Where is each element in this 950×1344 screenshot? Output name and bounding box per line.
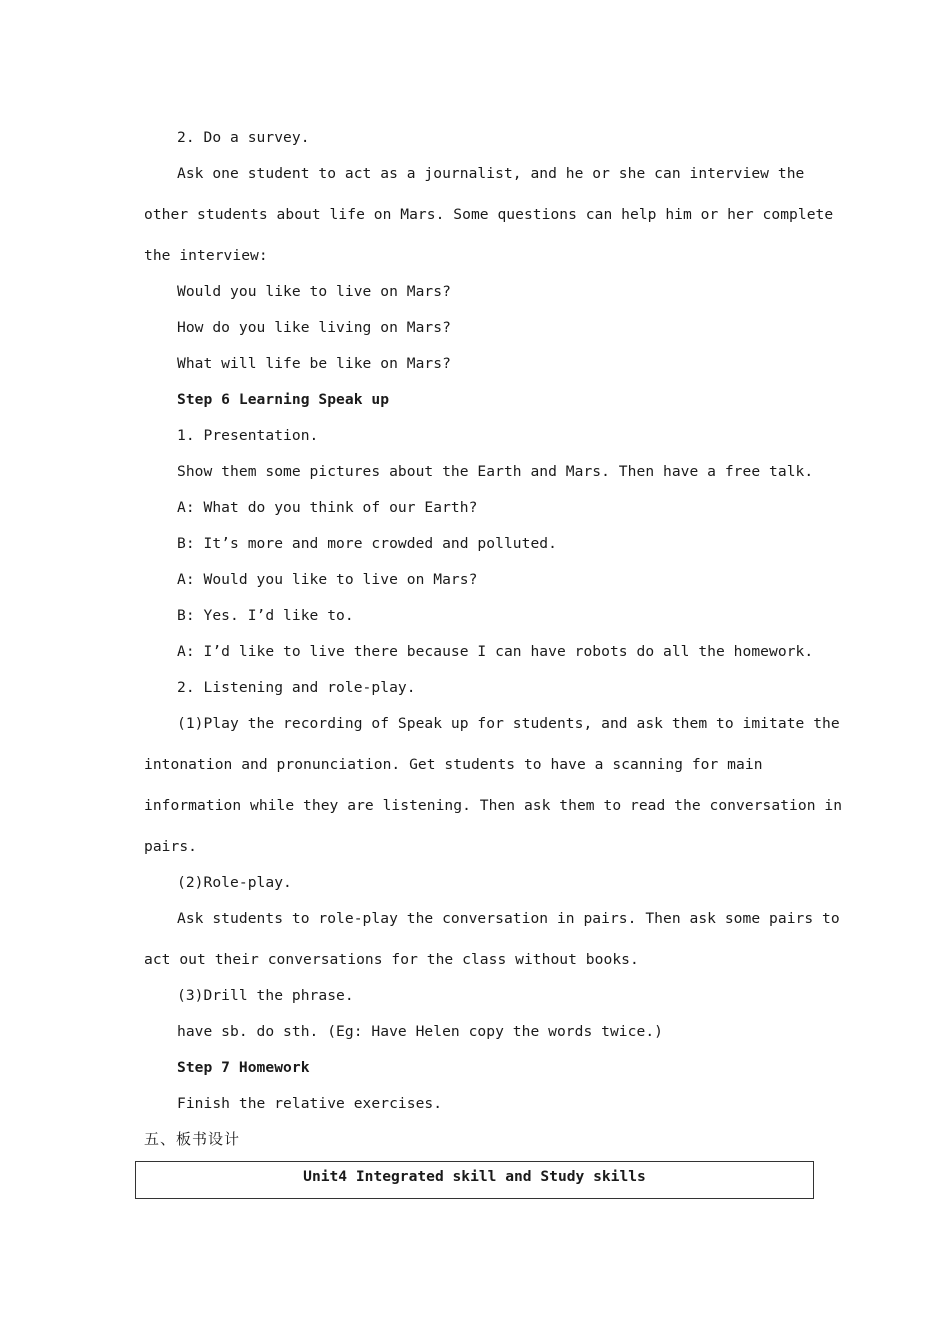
dialogue-line-b1: B: It’s more and more crowded and polluted. (177, 535, 557, 552)
play-recording-line-1: (1)Play the recording of Speak up for students, and ask them to imitate the (177, 715, 840, 732)
survey-heading: 2. Do a survey. (177, 129, 310, 146)
presentation-heading: 1. Presentation. (177, 427, 319, 444)
step-6-heading: Step 6 Learning Speak up (177, 391, 390, 408)
listening-heading: 2. Listening and role-play. (177, 679, 416, 696)
play-recording-line-4: pairs. (144, 838, 198, 855)
survey-paragraph-line-1: Ask one student to act as a journalist, and he or she can interview the (177, 165, 805, 182)
survey-question-2: How do you like living on Mars? (177, 319, 451, 336)
dialogue-line-a1: A: What do you think of our Earth? (177, 499, 478, 516)
presentation-text: Show them some pictures about the Earth and Mars. Then have a free talk. (177, 463, 814, 480)
survey-question-1: Would you like to live on Mars? (177, 283, 451, 300)
step-7-heading: Step 7 Homework (177, 1059, 310, 1076)
blackboard-design-box (135, 1161, 814, 1199)
section-5-heading: 五、板书设计 (144, 1130, 241, 1148)
drill-heading: (3)Drill the phrase. (177, 987, 354, 1004)
dialogue-line-b2: B: Yes. I’d like to. (177, 607, 354, 624)
survey-paragraph-line-3: the interview: (144, 247, 268, 264)
dialogue-line-a3: A: I’d like to live there because I can have robots do all the homework. (177, 643, 814, 660)
play-recording-line-2: intonation and pronunciation. Get students to have a scanning for main (144, 756, 763, 773)
survey-question-3: What will life be like on Mars? (177, 355, 451, 372)
roleplay-line-1: Ask students to role-play the conversation in pairs. Then ask some pairs to (177, 910, 840, 927)
roleplay-line-2: act out their conversations for the class without books. (144, 951, 639, 968)
play-recording-line-3: information while they are listening. Then ask them to read the conversation in (144, 797, 843, 814)
drill-example: have sb. do sth. (Eg: Have Helen copy the words twice.) (177, 1023, 663, 1040)
homework-text: Finish the relative exercises. (177, 1095, 443, 1112)
roleplay-heading: (2)Role-play. (177, 874, 292, 891)
survey-paragraph-line-2: other students about life on Mars. Some questions can help him or her complete (144, 206, 834, 223)
dialogue-line-a2: A: Would you like to live on Mars? (177, 571, 478, 588)
blackboard-title: Unit4 Integrated skill and Study skills (303, 1168, 646, 1185)
